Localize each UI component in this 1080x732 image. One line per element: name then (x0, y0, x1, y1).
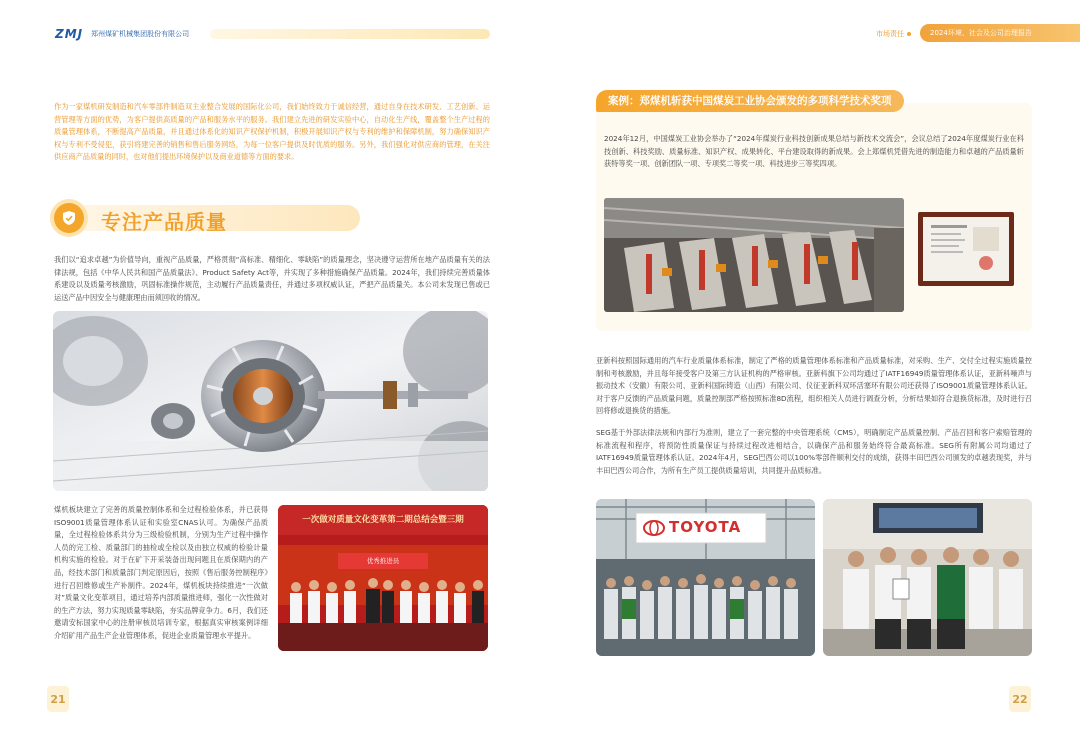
hydraulic-support-production-photo (604, 198, 904, 312)
case-title: 案例：郑煤机斩获中国煤炭工业协会颁发的多项科学技术奖项 (596, 90, 904, 112)
meeting-subbanner: 优秀推进员 (366, 557, 400, 565)
page-number-left-text: 21 (50, 692, 66, 706)
page-number-right (1009, 686, 1031, 712)
seg-quality-paragraph: SEG基于外部法律法规和内部行为准则，建立了一套完整的中央管理系统（CMS），明确制定产品质量控制、产品召回和客户索赔管理的标准流程和程序，将预防性质量保证与持续过程改进相结合，以确保产品和服务始终符合最高标准。SEG所有附属公司均通过了IATF16949质量管理体系认证。2024年4月，SEG巴西公司以100%零部件顺利交付的成绩，获得丰田巴西公司颁发的卓越表现奖，并与丰田巴西公司合作，为所有生产员工提供质量培训，共同提升品质标准。 (596, 428, 1032, 475)
section-title: 专注产品质量 (101, 210, 227, 234)
toyota-plant-team-photo (596, 499, 815, 656)
page-number-right-text: 22 (1012, 692, 1028, 706)
case-title-tag (596, 89, 904, 108)
alternator-parts-photo (53, 311, 488, 491)
logo-mark: ZMJ (55, 27, 84, 41)
toyota-sign: TOYOTA (669, 518, 742, 536)
intro-paragraph: 作为一家煤机研发制造和汽车零部件制造双主业整合发展的国际化公司，我们始终致力于诚信经营，通过自身在技术研发、工艺创新、运营管理等方面的优势，为客户提供高质量的产品和服务水平的服务。我们建立先进的研发实验中心，自动化生产线，覆盖整个生产过程的质量管理体系，不断提高产品质量，并且通过体系化的知识产权保护机制，积极开展知识产权与专利的维护和保障机制，努力确保知识产权与专利不受侵犯，获引将建完善的销售和售后服务网络，为每一位客户提供及时优质的服务。另外，我们强化对供应商的管理，在关注供应商产品质量的同时，也对他们提出环境保护以及商业道德等方面的要求。 (54, 102, 490, 162)
breadcrumb-dot (907, 32, 911, 36)
award-certificate (918, 212, 1014, 286)
shield-icon (54, 203, 84, 233)
right-page (540, 0, 1080, 732)
logo-company-name: 郑州煤矿机械集团股份有限公司 (91, 30, 190, 38)
page-number-left (47, 686, 69, 712)
header-bar (210, 29, 490, 39)
quality-paragraph: 我们以“追求卓越”为价值导向，重视产品质量，严格贯彻“高标准、精细化、零缺陷”的质量理念，坚决遵守运营所在地产品质量有关的法律法规，包括《中华人民共和国产品质量法》、Product Safety Act等，并实现了多种措施确保产品质量。2024年，我们持续完善质量体系建设以及质量考核激励，巩固标准操作规范，主动履行产品质量责任，并通过多项权威认证，严把产品质量关。本公司未发现已售或已运送产品中因安全与健康理由而须回收的情况。 (54, 255, 490, 302)
case-paragraph: 2024年12月，中国煤炭工业协会举办了“2024年煤炭行业科技创新成果总结与新技术交流会”，会议总结了2024年度煤炭行业在科技创新、科技奖励、质量标准、知识产权、成果转化、平台建设取得的新成果。会上郑煤机凭借先进的制造能力和卓越的产品质量斩获特等奖一项、创新团队一项、专项奖二等奖一项、科技进步三等奖四项。 (604, 134, 1024, 169)
quality-culture-meeting-photo (278, 505, 488, 651)
quality-system-paragraph: 煤机板块建立了完善的质量控制体系和全过程检验体系，并已获得ISO9001质量管理体系认证和实验室CNAS认可。为确保产品质量，全过程检验体系共分为三级检验机制，分别为生产过程中操作人员的完工检、质量部门的抽检或全检以及由独立权威的检验计量机构实施的检验。对于在矿下开采装备出现问题且在质保期内的产品，经技术部门和质量部门判定原因后，按照《售后服务控制程序》进行召回维修或生产补制件。2024年，煤机板块持续推进“一次做对”质量文化变革项目，通过培养内部质量推进师，强化一次性做对的生产方法，努力实现质量零缺陷，夯实品牌竞争力。6月，我们还邀请安标国家中心的注册审核员培训专家，根据真实审核案例详细介绍矿用产品生产企业管理体系，促进企业质量管理水平提升。 (54, 505, 268, 640)
report-title-tab: 2024环境、社会及公司治理报告 (920, 24, 1080, 42)
meeting-banner: 一次做对质量文化变革第二期总结会暨三期 (302, 515, 464, 525)
asimco-quality-paragraph: 亚新科按照国际通用的汽车行业质量体系标准，制定了严格的质量管理体系标准和产品质量标准，对采购、生产、交付全过程实施质量控制和考核激励，并且每年接受客户及第三方认证机构的严格审核。亚新科旗下公司均通过了IATF16949质量管理体系认证，亚新科噪声与振动技术（安徽）有限公司、亚新科国际铸造（山西）有限公司、仪征亚新科双环活塞环有限公司还获得了ISO9001质量管理体系认证。对于客户反馈的产品质量问题，质量控制部严格按照标准8D流程，组织相关人员进行调查分析，分析结果如符合退换货标准，及时进行召回将修或退换货的措施。 (596, 356, 1032, 416)
section-breadcrumb: 市场责任 (876, 30, 904, 38)
company-logo (55, 27, 189, 41)
toyota-award-photo (823, 499, 1032, 656)
